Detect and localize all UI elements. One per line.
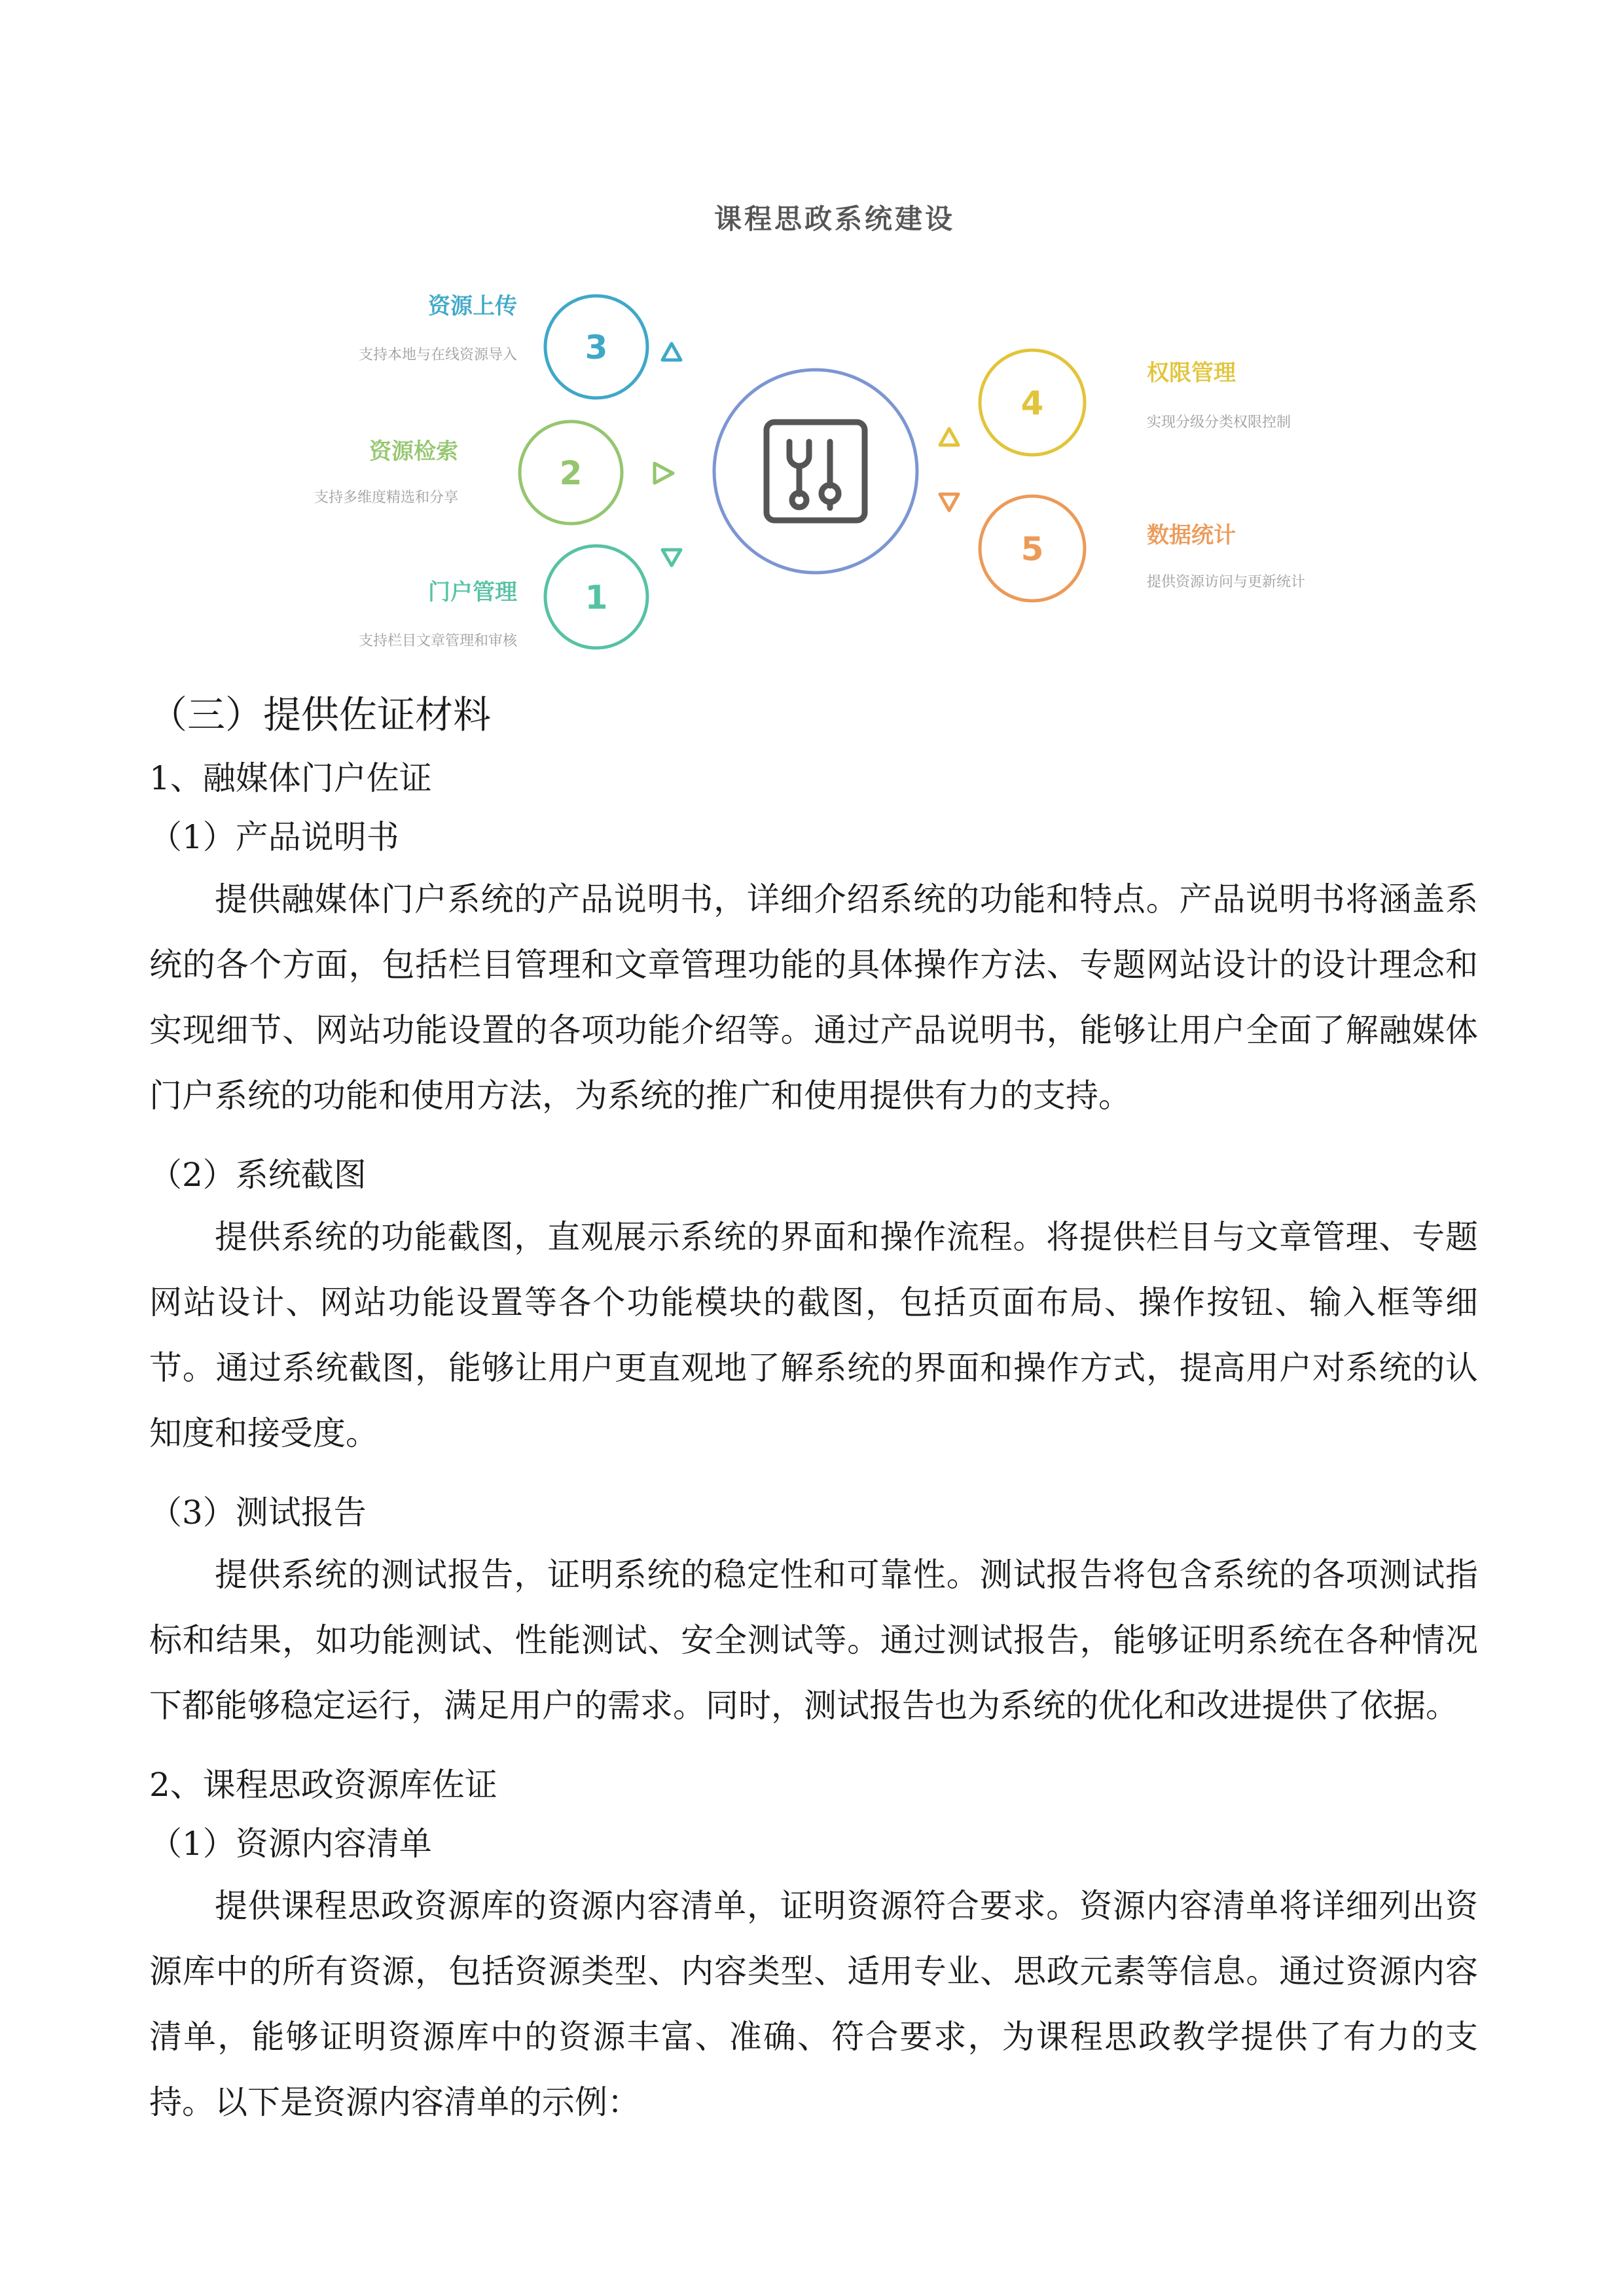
tools-panel-icon — [767, 422, 865, 520]
section-heading: （三）提供佐证材料 — [149, 692, 492, 737]
feature-desc-data-statistics: 提供资源访问与更新统计 — [1147, 574, 1306, 590]
part1-item1-paragraph: 提供融媒体门户系统的产品说明书，详细介绍系统的功能和特点。产品说明书将涵盖系统的各个方面，包括栏目管理和文章管理功能的具体操作方法、专题网站设计的设计理念和实现细节、网站功能设置的各项功能介绍等。通过产品说明书，能够让用户全面了解融媒体门户系统的功能和使用方法，为系统的推广和使用提供有力的支持。 — [149, 880, 1478, 1115]
feature-desc-resource-search: 支持多维度精选和分享 — [314, 490, 458, 506]
number-4: 4 — [1020, 384, 1044, 422]
connector-triangle-4 — [940, 429, 958, 445]
connector-triangle-3 — [662, 344, 681, 360]
part2-item1-heading: （1）资源内容清单 — [149, 1825, 432, 1863]
part1-heading: 1、融媒体门户佐证 — [149, 759, 432, 797]
feature-title-portal-management: 门户管理 — [428, 579, 517, 605]
feature-desc-permission-management: 实现分级分类权限控制 — [1147, 414, 1291, 431]
center-hub-circle — [714, 370, 917, 573]
number-2: 2 — [559, 454, 583, 492]
part1-item2-paragraph: 提供系统的功能截图，直观展示系统的界面和操作流程。将提供栏目与文章管理、专题网站设计、网站功能设置等各个功能模块的截图，包括页面布局、操作按钮、输入框等细节。通过系统截图，能够让用户更直观地了解系统的界面和操作方式，提高用户对系统的认知度和接受度。 — [149, 1218, 1478, 1452]
part2-item1-paragraph: 提供课程思政资源库的资源内容清单，证明资源符合要求。资源内容清单将详细列出资源库中的所有资源，包括资源类型、内容类型、适用专业、思政元素等信息。通过资源内容清单，能够证明资源库中的资源丰富、准确、符合要求，为课程思政教学提供了有力的支持。以下是资源内容清单的示例： — [149, 1887, 1478, 2121]
feature-title-resource-upload: 资源上传 — [428, 293, 517, 319]
connector-triangle-5 — [940, 494, 958, 511]
feature-desc-resource-upload: 支持本地与在线资源导入 — [358, 347, 517, 363]
number-5: 5 — [1020, 530, 1044, 568]
feature-title-resource-search: 资源检索 — [369, 439, 458, 465]
part1-item3-paragraph: 提供系统的测试报告，证明系统的稳定性和可靠性。测试报告将包含系统的各项测试指标和结果，如功能测试、性能测试、安全测试等。通过测试报告，能够证明系统在各种情况下都能够稳定运行，满足用户的需求。同时，测试报告也为系统的优化和改进提供了依据。 — [149, 1556, 1478, 1725]
feature-title-permission-management: 权限管理 — [1147, 360, 1236, 386]
number-3: 3 — [585, 329, 608, 367]
diagram-title: 课程思政系统建设 — [713, 203, 955, 235]
feature-title-data-statistics: 数据统计 — [1147, 522, 1236, 548]
part1-item3-heading: （3）测试报告 — [149, 1494, 367, 1532]
part2-heading: 2、课程思政资源库佐证 — [149, 1766, 497, 1804]
connector-triangle-2 — [655, 463, 673, 483]
document-body — [149, 681, 1478, 2152]
feature-desc-portal-management: 支持栏目文章管理和审核 — [358, 633, 517, 649]
connector-triangle-1 — [662, 550, 681, 565]
part1-item1-heading: （1）产品说明书 — [149, 818, 399, 856]
number-1: 1 — [585, 579, 608, 617]
part1-item2-heading: （2）系统截图 — [149, 1156, 367, 1194]
system-diagram — [262, 164, 1407, 668]
